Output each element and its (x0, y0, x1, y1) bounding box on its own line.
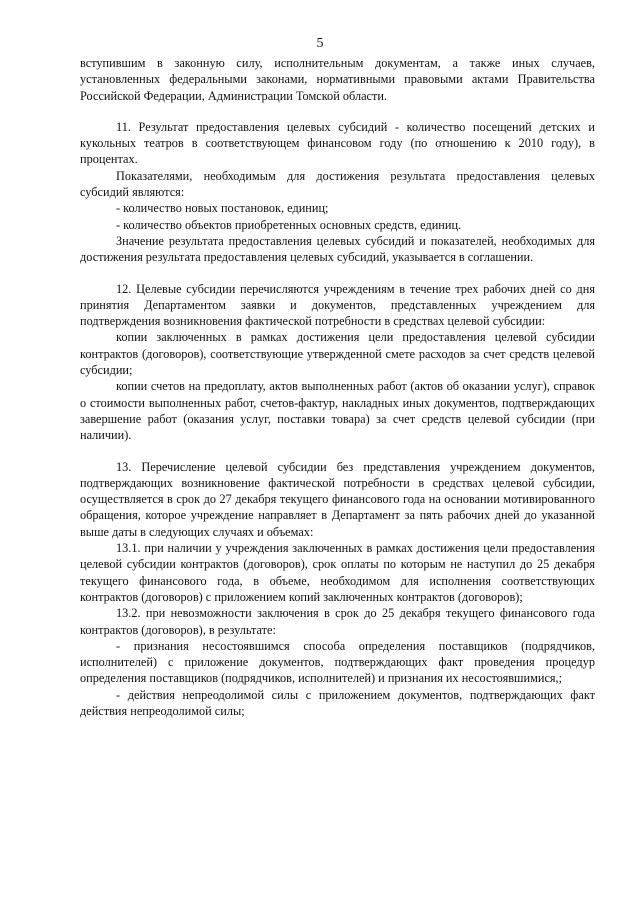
paragraph: копии счетов на предоплату, актов выполненных работ (актов об оказании услуг), справок о стоимости выполненных работ, счетов-фактур, накладных иных документов, подтверждающих завершение работ (оказания услуг, поставки товара) за счет средств целевой субсидии (при наличии). (80, 379, 595, 443)
paragraph: 13.2. при невозможности заключения в срок до 25 декабря текущего финансового года контрактов (договоров), в результате: (80, 606, 595, 637)
paragraph: Значение результата предоставления целевых субсидий и показателей, необходимых для достижения результата предоставления целевых субсидий, указывается в соглашении. (80, 233, 595, 265)
paragraph: 12. Целевые субсидии перечисляются учреждениям в течение трех рабочих дней со дня принятия Департаментом заявки и документов, представленных учреждением для подтверждения возникновения фактической потребности в средствах целевой субсидии: (80, 281, 595, 329)
paragraph: 13.1. при наличии у учреждения заключенных в рамках достижения цели предоставления целевой субсидии контрактов (договоров), срок оплаты по которым не наступил до 25 декабря текущего финансового года, в объеме, необходимом для исполнения соответствующих контрактов (договоров) с приложением копий заключенных контрактов (договоров); (80, 541, 595, 604)
paragraph: - действия непреодолимой силы с приложением документов, подтверждающих факт действия непреодолимой силы; (80, 687, 595, 718)
page-number: 5 (316, 36, 324, 51)
paragraph: Показателями, необходимым для достижения результата предоставления целевых субсидий являются: (80, 168, 595, 200)
paragraph-gap (80, 104, 595, 119)
paragraph: 11. Результат предоставления целевых субсидий - количество посещений детских и кукольных театров в соответствующем финансовом году (по отношению к 2010 году), в процентах. (80, 119, 595, 167)
paragraph: - количество новых постановок, единиц; (116, 201, 329, 216)
paragraph: 13. Перечисление целевой субсидии без представления учреждением документов, подтверждающих возникновение фактической потребности в средствах целевой субсидии, осуществляется в срок до 27 декабря текущего финансового года на основании мотивированного обращения, которое учреждение направляет в Департамент за пять рабочих дней до указанной выше даты в следующих случаях и объемах: (80, 459, 595, 539)
document-body (80, 55, 595, 719)
paragraph: - количество объектов приобретенных основных средств, единиц. (116, 217, 462, 232)
paragraph: - признания несостоявшимся способа определения поставщиков (подрядчиков, исполнителей) с приложение документов, подтверждающих факт проведения процедур определения поставщиков (подрядчиков, исполнителей) и признания их несостоявшимися,; (80, 638, 595, 686)
paragraph-gap (80, 444, 595, 459)
paragraph-gap (80, 266, 595, 281)
paragraph: вступившим в законную силу, исполнительным документам, а также иных случаев, установленных федеральными законами, нормативными правовыми актами Правительства Российской Федерации, Администрации Томской области. (80, 56, 595, 103)
paragraph: копии заключенных в рамках достижения цели предоставления целевой субсидии контрактов (договоров), соответствующие утвержденной смете расходов за счет средств целевой субсидии; (80, 330, 595, 378)
